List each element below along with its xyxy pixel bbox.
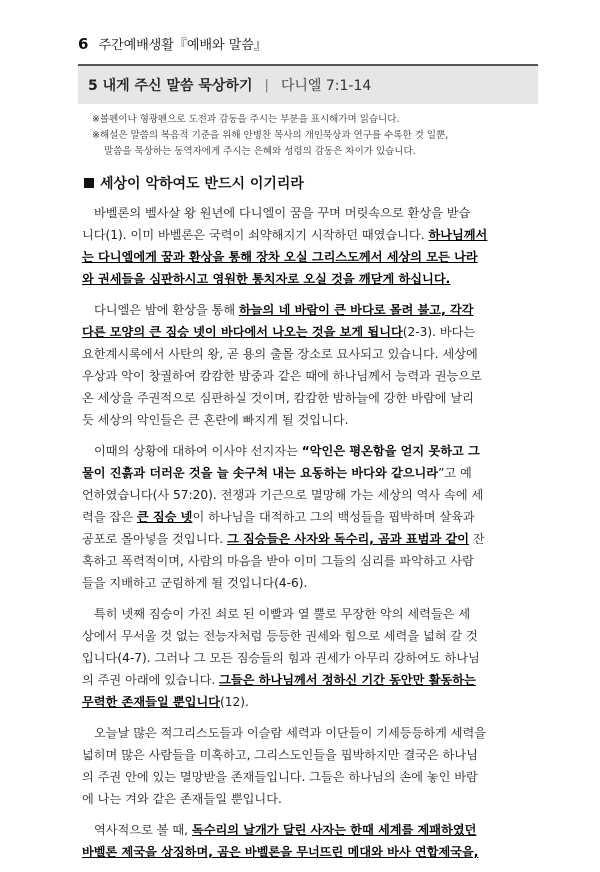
section-separator: | <box>264 77 269 93</box>
text-line <box>82 409 536 431</box>
plain-text: 역사적으로 볼 때, <box>94 823 192 837</box>
plain-text: 들을 지배하고 군림하게 될 것입니다(4-6). <box>82 576 308 590</box>
text-line <box>82 365 536 387</box>
plain-text: 력을 잡은 <box>82 510 137 524</box>
paragraph <box>82 603 536 713</box>
note-line: 말씀을 묵상하는 동역자에게 주시는 은혜와 성령의 감동은 차이가 있습니다. <box>104 146 416 157</box>
emphasis-text: 하나님께서 <box>428 228 488 242</box>
text-line <box>82 572 536 594</box>
paragraph <box>82 722 536 810</box>
body-text <box>82 202 536 872</box>
plain-text: 혹하고 폭력적이며, 사람의 마음을 받아 이미 그들의 심리를 파악하고 사람 <box>82 554 474 568</box>
text-line <box>82 528 536 550</box>
plain-text: 의 주권 안에 있는 멸망받을 존재들입니다. 그들은 하나님의 손에 놓인 바람 <box>82 770 478 784</box>
paragraph <box>82 299 536 431</box>
text-line <box>82 766 536 788</box>
note-line: ※해설은 말씀의 복음적 기준을 위해 안병찬 목사의 개인묵상과 연구를 수록한 것 일뿐, <box>92 130 449 141</box>
paragraph <box>82 202 536 290</box>
emphasis-text: 하늘의 네 바람이 큰 바다로 몰려 불고, 각각 <box>239 303 474 317</box>
reading-notes <box>92 112 532 160</box>
emphasis-text: 와 권세들을 심판하시고 영원한 통치자로 오실 것을 깨닫게 하십니다. <box>82 272 451 286</box>
text-line <box>82 691 536 713</box>
plain-text: ”고 예 <box>438 466 472 480</box>
emphasis-text: 다른 모양의 큰 짐승 넷이 바다에서 나오는 것을 보게 됩니다 <box>82 325 403 339</box>
emphasis-text: 그 짐승들은 사자와 독수리, 곰과 표범과 같이 <box>227 532 470 546</box>
text-line <box>82 440 536 462</box>
text-line <box>82 343 536 365</box>
text-line <box>82 744 536 766</box>
subheading-text: 세상이 악하여도 반드시 이기리라 <box>100 176 304 192</box>
paragraph <box>82 440 536 594</box>
text-line <box>82 669 536 691</box>
emphasis-text: “악인은 평온함을 얻지 못하고 그 <box>301 444 480 458</box>
plain-text: 넓히며 많은 사람들을 미혹하고, 그리스도인들을 핍박하지만 결국은 하나님 <box>82 748 478 762</box>
plain-text: 상에서 무서울 것 없는 전능자처럼 등등한 권세와 힘으로 세력을 넓혀 갈 것 <box>82 629 478 643</box>
plain-text: (2-3). 바다는 <box>402 325 476 339</box>
plain-text: 듯 세상의 악인들은 큰 혼란에 빠지게 될 것입니다. <box>82 413 349 427</box>
plain-text: 특히 넷째 짐승이 가진 쇠로 된 이빨과 열 뿔로 무장한 악의 세력들은 세 <box>94 607 471 621</box>
plain-text: 바벨론의 벨사살 왕 원년에 다니엘이 꿈을 꾸며 머릿속으로 환상을 받습 <box>94 206 471 220</box>
page-number: 6 <box>78 35 89 53</box>
publication-title: 주간예배생활『예배와 말씀』 <box>98 38 267 53</box>
text-line <box>82 224 536 246</box>
text-line <box>82 387 536 409</box>
text-line <box>82 647 536 669</box>
text-line <box>82 841 536 863</box>
plain-text: 우상과 악이 창궐하여 캄캄한 밤중과 같은 때에 하나님께서 능력과 권능으로 <box>82 369 482 383</box>
text-line <box>82 550 536 572</box>
plain-text: 이때의 상황에 대하여 이사야 선지자는 <box>94 444 302 458</box>
text-line <box>82 788 536 810</box>
text-line <box>82 268 536 290</box>
emphasis-text: 큰 짐승 넷 <box>136 510 193 524</box>
text-line <box>82 484 536 506</box>
note-line: ※볼펜이나 형광펜으로 도전과 감동을 주시는 부분을 표시해가며 읽습니다. <box>92 114 400 125</box>
section-title: 5 내게 주신 말씀 묵상하기 <box>88 78 253 94</box>
emphasis-text: 바벨론 제국을 상징하며, 곰은 바벨론을 무너뜨린 메대와 바사 연합제국을, <box>82 845 479 859</box>
plain-text: 이 하나님을 대적하고 그의 백성들을 핍박하며 살육과 <box>192 510 475 524</box>
paragraph <box>82 819 536 863</box>
plain-text: 요한계시록에서 사탄의 왕, 곧 용의 출몰 장소로 묘사되고 있습니다. 세상에 <box>82 347 478 361</box>
plain-text: 공포로 몰아넣을 것입니다. <box>82 532 228 546</box>
text-line <box>82 722 536 744</box>
emphasis-text: 는 다니엘에게 꿈과 환상을 통해 장차 오실 그리스도께서 세상의 모든 나라 <box>82 250 478 264</box>
page-header <box>78 34 267 53</box>
emphasis-text: 그들은 하나님께서 정하신 기간 동안만 활동하는 <box>219 673 476 687</box>
emphasis-text: 물이 진흙과 더러운 것을 늘 솟구쳐 내는 요동하는 바다와 같으니라 <box>82 466 439 480</box>
square-bullet-icon <box>84 178 94 188</box>
text-line <box>82 819 536 841</box>
plain-text: 에 나는 겨와 같은 존재들일 뿐입니다. <box>82 792 282 806</box>
plain-text: (12). <box>220 695 249 709</box>
text-line <box>82 506 536 528</box>
plain-text: 온 세상을 주권적으로 심판하실 것이며, 캄캄한 밤하늘에 강한 바람에 날리 <box>82 391 474 405</box>
plain-text: 언하였습니다(사 57:20). 전쟁과 기근으로 멸망해 가는 세상의 역사 속에 세 <box>82 488 484 502</box>
text-line <box>82 603 536 625</box>
emphasis-text: 무력한 존재들일 뿐입니다 <box>82 695 220 709</box>
emphasis-text: 독수리의 날개가 달린 사자는 한때 세계를 제패하였던 <box>191 823 477 837</box>
subheading <box>84 173 304 193</box>
plain-text: 잔 <box>469 532 485 546</box>
text-line <box>82 246 536 268</box>
plain-text: 다니엘은 밤에 환상을 통해 <box>94 303 240 317</box>
plain-text: 니다(1). 이미 바벨론은 국력이 쇠약해지기 시작하던 때였습니다. <box>82 228 429 242</box>
text-line <box>82 462 536 484</box>
plain-text: 오늘날 많은 적그리스도들과 이슬람 세력과 이단들이 기세등등하게 세력을 <box>94 726 487 740</box>
plain-text: 의 주권 아래에 있습니다. <box>82 673 220 687</box>
text-line <box>82 202 536 224</box>
plain-text: 입니다(4-7). 그러나 그 모든 짐승들의 힘과 권세가 아무리 강하여도 하나님 <box>82 651 480 665</box>
text-line <box>82 625 536 647</box>
text-line <box>82 321 536 343</box>
scripture-reference: 다니엘 7:1-14 <box>280 78 372 94</box>
text-line <box>82 299 536 321</box>
section-banner <box>78 64 538 104</box>
